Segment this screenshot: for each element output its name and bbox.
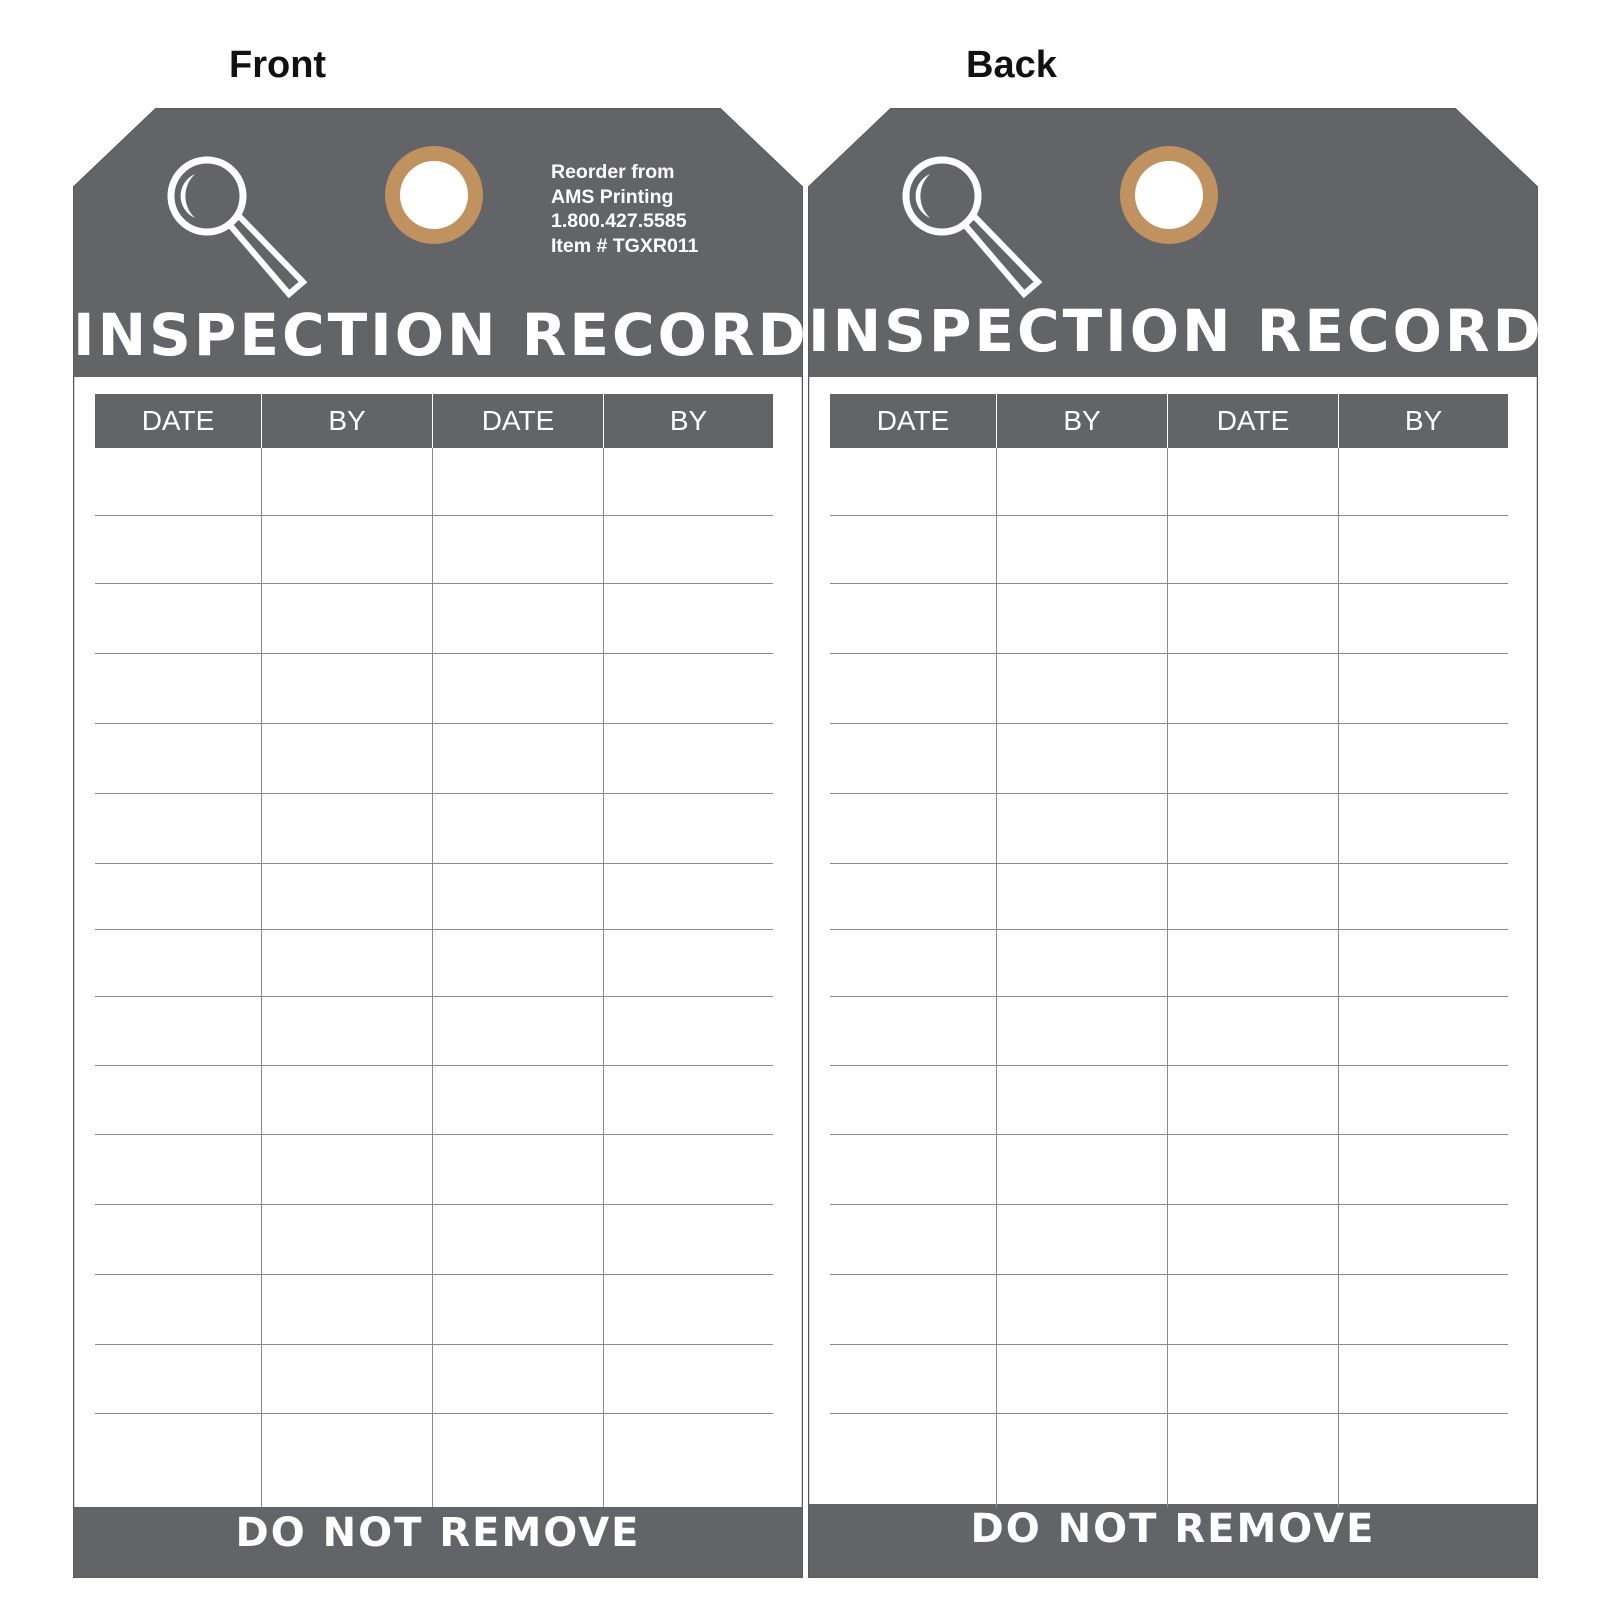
- grid-row-line: [830, 1134, 1508, 1135]
- grid-row-line: [95, 723, 773, 724]
- reorder-item-number: Item # TGXR011: [551, 234, 699, 257]
- grid-column-line: [996, 448, 997, 1507]
- grid-row-line: [95, 996, 773, 997]
- record-grid: [830, 394, 1508, 1507]
- tag-footer: DO NOT REMOVE: [970, 1506, 1376, 1552]
- grid-column-line: [603, 448, 604, 1507]
- grid-row-line: [830, 1413, 1508, 1414]
- grid-body: [95, 448, 773, 1507]
- grid-row-line: [830, 996, 1508, 997]
- magnifying-glass-icon: [165, 154, 315, 304]
- reorder-info: [551, 160, 698, 258]
- grid-row-line: [830, 1204, 1508, 1205]
- column-header-date: DATE: [432, 394, 603, 448]
- grid-row-line: [95, 515, 773, 516]
- grid-row-line: [95, 1134, 773, 1135]
- grid-row-line: [830, 1344, 1508, 1345]
- column-header-by: BY: [261, 394, 432, 448]
- tag-title: INSPECTION RECORD: [73, 301, 809, 369]
- column-header-date: DATE: [876, 405, 950, 436]
- reorder-line: Reorder from: [551, 161, 675, 183]
- grid-row-line: [95, 1413, 773, 1414]
- grid-row-line: [830, 1065, 1508, 1066]
- grid-row-line: [830, 515, 1508, 516]
- grid-header: [830, 394, 1508, 448]
- front-label: Front: [229, 44, 327, 86]
- grid-row-line: [830, 863, 1508, 864]
- grid-row-line: [95, 1274, 773, 1275]
- reorder-phone: 1.800.427.5585: [551, 210, 687, 232]
- grid-row-line: [95, 1344, 773, 1345]
- grid-body: [830, 448, 1508, 1507]
- grid-row-line: [830, 653, 1508, 654]
- back-label: Back: [966, 44, 1057, 86]
- grid-row-line: [95, 929, 773, 930]
- grid-column-line: [261, 448, 262, 1507]
- grid-column-line: [432, 448, 433, 1507]
- grid-row-line: [830, 793, 1508, 794]
- column-header-by: BY: [603, 394, 773, 448]
- grommet-icon: [1120, 146, 1218, 244]
- column-header-date: DATE: [141, 405, 215, 436]
- tag-footer: DO NOT REMOVE: [235, 1510, 641, 1556]
- grid-row-line: [830, 723, 1508, 724]
- grid-column-line: [1167, 448, 1168, 1507]
- grid-header: [95, 394, 773, 448]
- grid-row-line: [95, 793, 773, 794]
- grid-row-line: [95, 863, 773, 864]
- grid-row-line: [830, 1274, 1508, 1275]
- tag-title: INSPECTION RECORD: [808, 297, 1544, 365]
- grid-row-line: [95, 1065, 773, 1066]
- grid-column-line: [1338, 448, 1339, 1507]
- grid-row-line: [95, 653, 773, 654]
- magnifying-glass-icon: [900, 154, 1050, 304]
- grid-row-line: [830, 583, 1508, 584]
- column-header-date: DATE: [1167, 394, 1338, 448]
- grid-row-line: [95, 1204, 773, 1205]
- record-grid: [95, 394, 773, 1507]
- back-tag: [808, 108, 1544, 1578]
- column-header-by: BY: [1338, 394, 1508, 448]
- grid-row-line: [830, 929, 1508, 930]
- grid-row-line: [95, 583, 773, 584]
- grommet-icon: [385, 146, 483, 244]
- column-header-by: BY: [996, 394, 1167, 448]
- reorder-company: AMS Printing: [551, 185, 674, 208]
- front-tag: [73, 108, 809, 1578]
